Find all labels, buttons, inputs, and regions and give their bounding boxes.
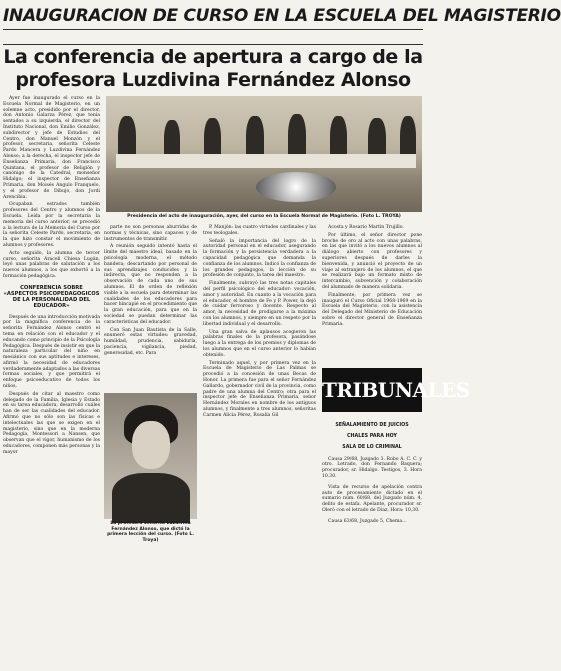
paragraph: Por último, el señor director pone broche de oro al acto con unas palabras, en las que invitó a los nuevos alumnos al diálogo abierto con profesores y superiores después de darles la bienvenida, y anunció el proyecto de un viaje al extranjero de los alumnos, el que se realizará bajo un formato mixto de intercambio, subvención y colaboración del alumnado de manera solidaria.	[322, 232, 422, 290]
photo-caption: Presidencia del acto de inauguración, ayer, del curso en la Escuela Normal de Magisterio. (Foto L. TROYA)	[127, 214, 401, 219]
article-column-3	[203, 225, 316, 667]
paragraph: Después de una introducción motivada por la magnífica conferencia de la señorita Fernández Alonso centró el tema en relación con el educador y el educando como principio de la Psicología Pedagógica. Después de insistir en que la naturaleza particular del niño en mesiánico con sus aptitudes e intereses, afirmó la necesidad de educadores verdaderamente adaptados a las diversas formas sociales, y que permitirá el enfoque psicoeducativo de todos los niños.	[3, 314, 100, 390]
paragraph: Acosta y Rosario Martín Trujillo.	[328, 225, 404, 230]
main-headline: La conferencia de apertura a cargo de la profesora Luzdivina Fernández Alonso	[3, 46, 423, 91]
paragraph: Ayer fue inaugurado el curso en la Escuela Normal de Magisterio, en un solemne acto, presidido por el director, don Antonio Galarza Pérez, que tenía sentados a su izquierda, el director del Instituto Nacional, don Emilio González, subdirector y jefe de Estudios del Centro, don Manuel Monzón y el profesor, secretaria, señorita Celeste Pardo Mancera y Luzdivina Fernández Alonso; a la derecha, el inspector jefe de Enseñanza Primaria, don Francisco Quintana, el profesor de Religión y canónigo de la Catedral, monseñor Hidalgo; el inspector de Enseñanza Primaria, don Moisés Angulo Franquelo, y el profesor de Dibujo, don Jordi Arencibia.	[3, 96, 100, 200]
court-listing: Causa 63/68, Juzgado 5, Chema…	[328, 518, 407, 524]
paragraph: Después de citar al maestro como delegado de la Familia, Iglesia y Estado en su tarea educadora, desarrolló cuáles han de ser las cualidades del educador. Afirmó que no sólo son las físicas e intelectuales las que se exigen en el magisterio, sino que en la moderna Pedagogía, Montessori a Nansen, que observan que el vigor, humanismo de los educadores, componen más personas y la mayor	[3, 391, 100, 455]
second-rule	[3, 44, 423, 45]
tribunales-subtitle: CHALES PARA HOY	[347, 434, 397, 440]
flower-arrangement	[256, 172, 336, 202]
paragraph: Señaló la importancia del logro de la autoridad personal en el educador, asegurando la formación y la persistencia verdadera a la capacidad pedagógica que demanda la confianza de los alumnos. Indicó la confianza de los grandes pedagogos, la lección de su profesión de conjunto, la tarea del maestro.	[203, 238, 316, 279]
article-column-4	[322, 225, 422, 363]
portrait-face	[132, 421, 170, 469]
paragraph: Terminado aquel, y por primera vez en la Escuela de Magisterio de Las Palmas se procedió a la concesión de unas Becas de Honor. La primera fue para el señor Fernández Gallardo, gobernador civil de la provincia, como padre de una alumna del Centro; otra para el inspector jefe de Enseñanza Primaria, señor Hernández Morales en nombre de los antiguos alumnos, y finalmente a tres alumnos, señoritas Carmen Alicia Pérez, Rosalía Gil	[203, 360, 316, 418]
paragraph: Una gran salva de aplausos acogieron las palabras finales de la profesora, pasándose luego a la entrega de los premios y diplomas de los alumnos que en el curso anterior lo habían obtenido.	[203, 329, 316, 358]
kicker-headline: INAUGURACION DE CURSO EN LA ESCUELA DEL MAGISTERIO	[3, 6, 561, 26]
tribunales-subtitle: SEÑALAMIENTO DE JUICIOS	[335, 423, 409, 428]
tribunales-banner: TRIBUNALES	[322, 368, 422, 412]
top-rule	[3, 29, 423, 30]
paragraph: Finalmente, por primera vez se inauguró el Curso Oficial 1968-1969 en la Escuela del Magisterio, con la asistencia del Delegado del Ministerio de Educación sobre el director general de Enseñanza Primaria.	[322, 292, 422, 327]
court-listing: Causa 29/68, Juzgado 3. Robo A. C. C. y otro. Letrado, don Fernando Baquera; procurador, sr. Hidalgo. Testigos, 3. Hora 10.30.	[322, 456, 422, 479]
article-column-2	[104, 225, 197, 391]
paragraph: Ocupaban estrados también profesores del Centro y alumnos de la Escuela. Leída por la secretaria la memoria del curso anterior, se procedió a la lectura de la Memoria del Curso por la señorita Celeste Pardo, secretaria, en la que hizo constar el movimiento de alumnos y profesores.	[3, 202, 100, 248]
portrait-shoulders	[112, 473, 190, 523]
portrait-caption: La profesora señorita Luzdivina Fernández Alonso, que dictó la primera lección del curso. (Foto L. Troya)	[107, 521, 194, 543]
paragraph: Con San Juan Bautista de la Salle, enumeró estas virtudes: gravedad, humildad, prudencia, sabiduría, paciencia, vigilancia, piedad, generosidad, etc. Para	[104, 327, 197, 356]
tribunales-column	[322, 420, 422, 530]
paragraph: parte no son personas aburridas de normas y técnicas, sino capaces y de instrumentos de transmitir.	[104, 225, 197, 242]
presidency-table	[116, 154, 416, 168]
presidency-photo	[106, 96, 422, 212]
court-listing: Vista de recurso de apelación contra auto de procesamiento dictado en el sumario núm. 60/68, del Juzgado núm. 4, delito de estafa. Apelante, procurador sr. Oleró con el letrado de Díaz, Hora: 10,30.	[322, 484, 422, 513]
tribunales-subtitle: SALA DE LO CRIMINAL	[342, 445, 402, 451]
paragraph: P. Manjón: las cuatro virtudes cardinales y las tres teologales.	[203, 225, 316, 236]
paragraph: A reunión seguido intentó hasta el límite del maestro ideal, basado en la psicología moderna, el método bandera; descartando por personal de sus aprendizajes conducidos y la indirecta, que no responden a la observación de cada uno de sus alumnos. El de orden de reflexión viable a la escuela para determinar las cualidades de los educadores para hacer hincapié en el procedimiento que la gran educación, para que en la sociedad se puedan determinar las características del educador.	[104, 244, 197, 325]
paragraph: Acto seguido, la alumna de tercer curso, señorita Araceli Chiesa Lugán, leyó unas palabras de salutación a los nuevos alumnos, a los que exhortó a la formación pedagógica.	[3, 250, 100, 279]
portrait-photo	[104, 393, 197, 519]
conference-subheading: CONFERENCIA SOBRE «ASPECTOS PSICOPEDAGOGICOS DE LA PERSONALIDAD DEL EDUCADOR»	[3, 284, 100, 310]
article-column-1	[3, 96, 100, 668]
paragraph: Finalmente, subrayó las tres notas capitales del perfil psicológico del educador: vocación, amor y autoridad. En cuanto a la vocación para el educador, el hombre de Fe y P. Power, la dejó de cuidar fervoroso y docente. Respecto al amor, la necesidad de prodigarse a la máxima con los alumnos, y siempre en un respeto por la libertad individual y el desarrollo.	[203, 281, 316, 327]
